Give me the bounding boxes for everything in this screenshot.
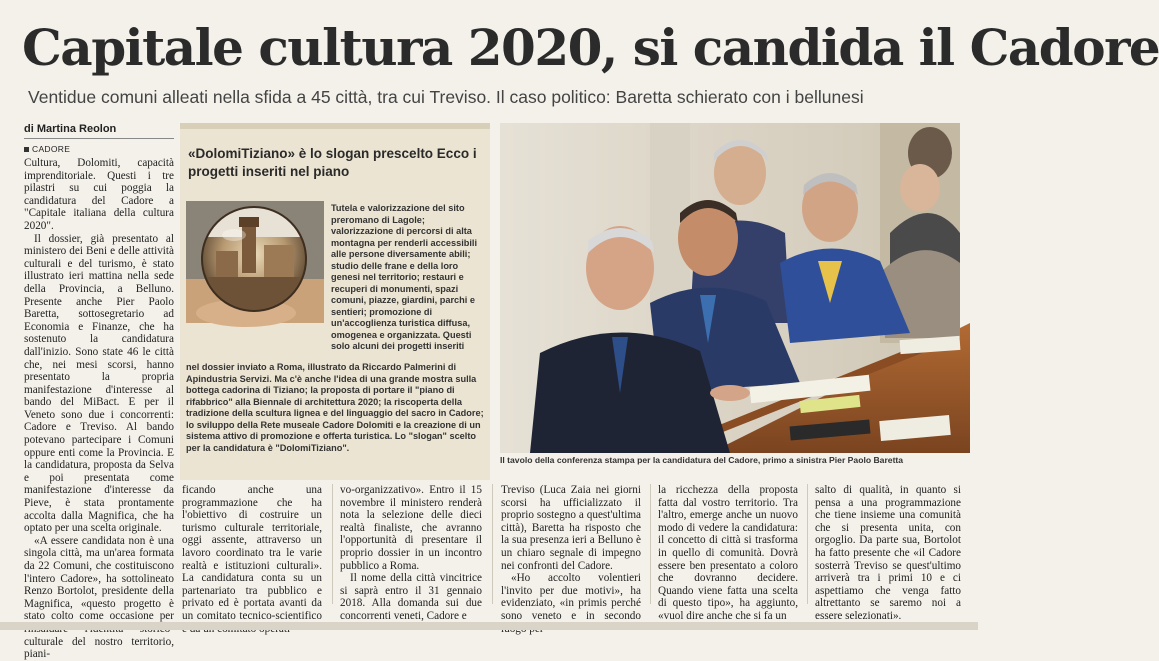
subheadline: Ventidue comuni alleati nella sfida a 45 città, tra cui Treviso. Il caso politico: Baretta schierato con i bellunesi — [28, 87, 864, 107]
byline-rule — [24, 138, 174, 139]
article-column-6 — [815, 484, 961, 623]
sidebar-box — [180, 123, 490, 480]
square-bullet-icon — [24, 147, 29, 152]
box-title: «DolomiTiziano» è lo slogan prescelto Ecco i progetti inseriti nel piano — [188, 146, 477, 179]
dateline-location: CADORE — [32, 144, 71, 154]
article-column-1 — [24, 157, 174, 661]
paragraph: Il dossier, già presentato al ministero dei Beni e delle attività culturali e del turismo, è stato illustrato ieri mattina nella sede della Provincia, a Belluno. Presente anche Pier Paolo Baretta, sottosegretario ad Economia e Finanze, che ha sostenuto la candidatura dall'inizio. Sono state 46 le città che, nei mesi scorsi, hanno presentato la propria manifestazione d'interesse al bando del MiBact. E per il Veneto sono due i concorrenti: Cadore e Treviso. Al bando potevano partecipare i Comuni oppure enti come la Provincia. E la candidatura, proposta da Selva e poi presentata come manifestazione d'interesse da Pieve, è stata prontamente accolta dalla Magnifica, che ha optato per una scelta originale. — [24, 232, 174, 535]
paragraph: «A essere candidata non è una singola città, ma un'area formata da 22 Comuni, che costituiscono l'intero Cadore», ha sottolineato Renzo Bortolot, presidente della Magnifica, «questo progetto è stato colto come occasione per culturale del nostro territorio, piani- — [24, 534, 174, 661]
column-divider — [492, 484, 493, 604]
article-column-2 — [182, 484, 322, 635]
column-divider — [650, 484, 651, 604]
column-divider — [807, 484, 808, 604]
paragraph: Cultura, Dolomiti, capacità imprenditoriale. Questi i tre pilastri su cui poggia la candidatura del Cadore a "Capitale italiana della cultura 2020". — [24, 157, 174, 232]
paragraph: vo-organizzativo». Entro il 15 novembre il ministero renderà nota la selezione delle dieci realtà finaliste, che avranno l'opportunità di presentare il proprio dossier in un incontro pubblico a Roma. — [340, 484, 482, 572]
author: di Martina Reolon — [24, 123, 117, 135]
photo-caption: Il tavolo della conferenza stampa per la candidatura del Cadore, primo a sinistra Pier Paolo Baretta — [500, 455, 904, 465]
dateline — [24, 142, 174, 156]
column-divider — [332, 484, 333, 604]
box-text-right: Tutela e valorizzazione del sito preromano di Lagole; valorizzazione di percorsi di alta montagna per renderli accessibili alle persone diversamente abili; studio delle frane e della loro genesi nel territorio; restauri e recuperi di monumenti, spazi comuni, piazze, giardini, parchi e sentieri; promozione di un'accoglienza turistica diffusa, omogenea e organizzata. Questi solo alcuni dei progetti inseriti — [331, 203, 478, 351]
headline: Capitale cultura 2020, si candida il Cadore — [22, 18, 1159, 77]
article-column-3 — [340, 484, 482, 623]
paragraph: salto di qualità, in quanto si pensa a una programmazione che tiene insieme una comunità che si presenta unita, con orgoglio. Da parte sua, Bortolot ha fatto presente che «il Cadore sosterrà Treviso se quest'ultimo arriverà tra i primi 10 e ci aspettiamo che venga fatto altrettanto se saremo noi a essere selezionati». — [815, 484, 961, 622]
crystal-ball-photo — [186, 201, 324, 323]
paragraph: ficando anche una programmazione che ha l'obiettivo di costruire un turismo culturale territoriale, oggi assente, attraverso un lavoro coordinato tra le varie realtà e istituzioni culturali». La candidatura conta su un partenariato tra pubblico e privato ed è portata avanti da un comitato tecnico-scientifico — [182, 484, 322, 622]
paragraph: la ricchezza della proposta fatta dal vostro territorio. Tra l'altro, emerge anche un nuovo modo di vedere la candidatura: il concetto di città si trasforma in quello di comunità. Dovrà essere ben presentato a coloro che dovranno decidere. Quando viene fatta una scelta di questo tipo», ha aggiunto, «vuol dire anche che si fa un — [658, 484, 798, 622]
press-conference-photo — [500, 123, 960, 453]
box-top-strip — [180, 123, 490, 129]
article-column-5 — [658, 484, 798, 623]
box-text-bottom: nel dossier inviato a Roma, illustrato da Riccardo Palmerini di Apindustria Servizi. Ma c'è anche l'idea di una grande mostra sulla bottega cadorina di Tiziano; la proposta di portare il "piano di rifabbrico" alla Biennale di architettura 2020; la riscoperta della tradizione della scultura lignea e del linguaggio del sacro in Cadore; lo sviluppo della Rete museale Cadore Dolomiti e la creazione di un sistema attivo di promozione e offerta turistica. Lo "slogan" scelto per la candidatura è "DolomiTiziano". — [186, 362, 484, 453]
article-column-4 — [501, 484, 641, 635]
paragraph: «Ho accolto volentieri l'invito per due motivi», ha evidenziato, «in primis perché sono veneto e in secondo — [501, 572, 641, 622]
paragraph: Il nome della città vincitrice si saprà entro il 31 gennaio 2018. Alla domanda sui due concorrenti veneti, Cadore e — [340, 572, 482, 622]
page-bottom-band — [0, 622, 978, 630]
byline — [24, 122, 174, 156]
paragraph: Treviso (Luca Zaia nei giorni scorsi ha ufficializzato il proprio sostegno a quest'ultima città), Baretta ha risposto che la sua presenza ieri a Belluno è un chiaro segnale di impegno nei confronti del Cadore. — [501, 484, 641, 572]
